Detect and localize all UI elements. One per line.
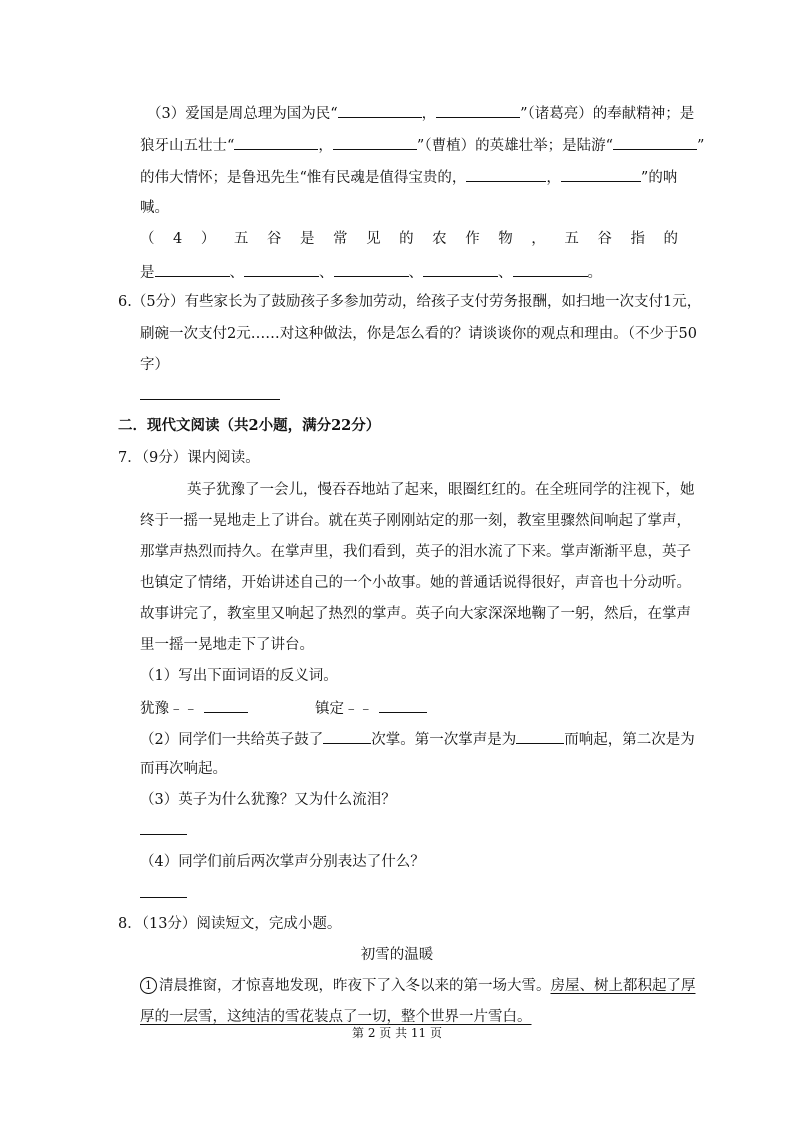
q7-passage-line: 英子犹豫了一会儿，慢吞吞地站了起来，眼圈红红的。在全班同学的注视下，她 bbox=[187, 482, 695, 498]
spaced-char: 五 bbox=[233, 231, 249, 247]
answer-blank[interactable] bbox=[513, 261, 588, 277]
answer-blank[interactable] bbox=[333, 134, 417, 150]
q8-paragraph-1-line2: 厚的一层雪，这纯洁的雪花装点了一切，整个世界一片雪白。 bbox=[140, 1009, 532, 1025]
paragraph-number-badge: 1 bbox=[140, 977, 157, 994]
q8-article-title: 初雪的温暖 bbox=[360, 947, 434, 963]
section-title: 二．现代文阅读（共2小题，满分22分） bbox=[118, 417, 381, 434]
spaced-char: 物 bbox=[498, 231, 513, 247]
answer-blank[interactable] bbox=[379, 697, 427, 713]
spaced-char: 五 bbox=[564, 231, 579, 247]
spaced-char: ， bbox=[531, 231, 546, 247]
q7-passage-line: 那掌声热烈而持久。在掌声里，我们看到，英子的泪水流了下来。掌声渐渐平息，英子 bbox=[140, 544, 691, 560]
spaced-char: 作 bbox=[465, 231, 480, 247]
q7-passage-line: 故事讲完了，教室里又响起了热烈的掌声。英子向大家深深地鞠了一躬，然后，在掌声 bbox=[140, 606, 691, 622]
answer-blank[interactable] bbox=[234, 134, 318, 150]
q7-sub1: （1）写出下面词语的反义词。 bbox=[140, 668, 338, 684]
q5-p3-line2: 狼牙山五壮士“ ， ”（曹植）的英雄壮举；是陆游“ ” bbox=[140, 134, 704, 156]
underlined-sentence: 房屋、树上都积起了厚 bbox=[550, 978, 696, 994]
q6-line1: 6.（5分）有些家长为了鼓励孩子多参加劳动，给孩子支付劳务报酬，如扫地一次支付1元， bbox=[118, 294, 702, 310]
page-footer: 第 2 页 共 11 页 bbox=[352, 1026, 442, 1040]
answer-blank[interactable] bbox=[338, 102, 422, 118]
q8-paragraph-1-line1: 1 清晨推窗，才惊喜地发现，昨夜下了入冬以来的第一场大雪。房屋、树上都积起了厚 bbox=[140, 976, 696, 996]
q5-p3-line4: 喊。 bbox=[140, 200, 169, 216]
q7-antonym-1: 犹豫﹣﹣ bbox=[140, 697, 248, 719]
q5-p3-line3: 的伟大情怀；是鲁迅先生“惟有民魂是值得宝贵的， ， ”的呐 bbox=[140, 166, 677, 188]
answer-blank[interactable] bbox=[155, 261, 230, 277]
spaced-char: 4 bbox=[173, 231, 183, 247]
spaced-char: 的 bbox=[663, 231, 678, 247]
spaced-char: 的 bbox=[399, 231, 414, 247]
q8-heading: 8．（13分）阅读短文，完成小题。 bbox=[118, 916, 342, 932]
spaced-char: 谷 bbox=[266, 231, 282, 247]
q7-passage-line: 也镇定了情绪，开始讲述自己的一个小故事。她的普通话说得很好，声音也十分动听。 bbox=[140, 575, 691, 591]
answer-blank[interactable] bbox=[423, 261, 498, 277]
q5-p4-line1 bbox=[140, 229, 678, 249]
q7-passage-line: 终于一摇一晃地走上了讲台。就在英子刚刚站定的那一刻，教室里骤然间响起了掌声， bbox=[140, 513, 691, 529]
spaced-char: 指 bbox=[630, 231, 645, 247]
answer-blank[interactable] bbox=[561, 166, 641, 182]
q7-passage-line: 里一摇一晃地走下了讲台。 bbox=[140, 637, 314, 653]
q5-p4-line2: 是 、 、 、 、 。 bbox=[140, 261, 602, 283]
answer-blank[interactable] bbox=[204, 697, 248, 713]
q6-line2: 刷碗一次支付2元……对这种做法，你是怎么看的？请谈谈你的观点和理由。（不少于50 bbox=[140, 326, 697, 342]
q6-answer-line[interactable] bbox=[140, 399, 280, 400]
spaced-char: 是 bbox=[299, 231, 315, 247]
spaced-char: 常 bbox=[333, 231, 348, 247]
q7-sub4: （4）同学们前后两次掌声分别表达了什么？ bbox=[140, 854, 425, 870]
q7-sub2-line2: 而再次响起。 bbox=[140, 761, 227, 777]
answer-blank[interactable] bbox=[323, 728, 371, 744]
q7-sub3: （3）英子为什么犹豫？又为什么流泪？ bbox=[140, 792, 396, 808]
answer-blank[interactable] bbox=[613, 134, 697, 150]
spaced-char: 谷 bbox=[597, 231, 612, 247]
q7-heading: 7．（9分）课内阅读。 bbox=[118, 450, 260, 466]
q7-sub3-answer-line[interactable] bbox=[140, 834, 187, 835]
spaced-char: 见 bbox=[366, 231, 381, 247]
answer-blank[interactable] bbox=[334, 261, 409, 277]
answer-blank[interactable] bbox=[516, 728, 564, 744]
spaced-char: ） bbox=[200, 231, 216, 247]
answer-blank[interactable] bbox=[436, 102, 520, 118]
q6-line3: 字） bbox=[140, 357, 169, 373]
q7-sub4-answer-line[interactable] bbox=[140, 897, 187, 898]
q5-p3-line1: （3）爱国是周总理为国为民“ ， ”（诸葛亮）的奉献精神；是 bbox=[147, 102, 694, 124]
answer-blank[interactable] bbox=[244, 261, 319, 277]
spaced-char: 农 bbox=[432, 231, 447, 247]
q7-sub2-line1: （2）同学们一共给英子鼓了 次掌。第一次掌声是为 而响起，第二次是为 bbox=[140, 728, 695, 750]
q7-antonym-2: 镇定﹣﹣ bbox=[315, 697, 427, 719]
spaced-char: （ bbox=[140, 231, 155, 247]
answer-blank[interactable] bbox=[466, 166, 546, 182]
